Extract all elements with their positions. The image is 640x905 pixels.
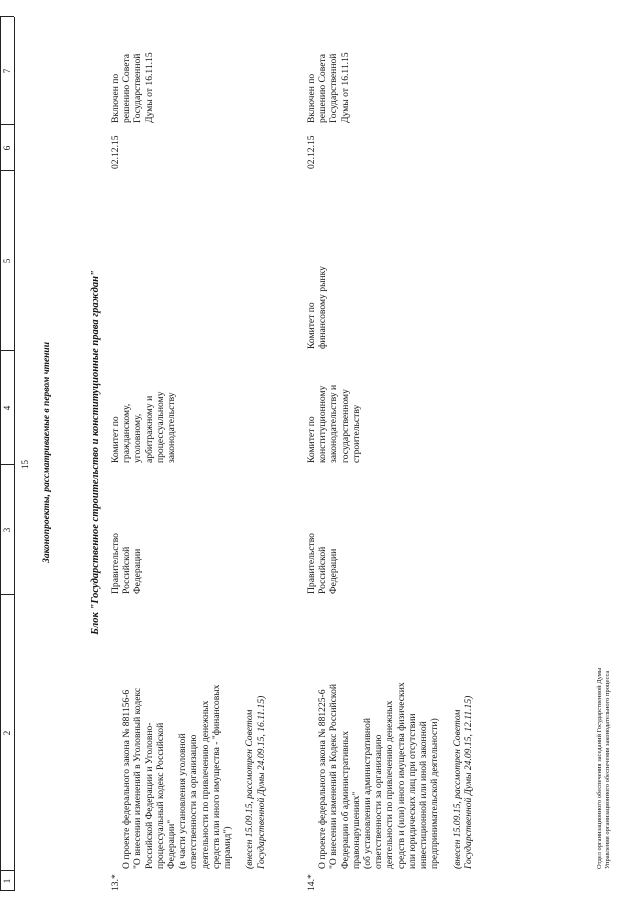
row-status: Включен по решению Совета Государственной Думы от 16.11.15 (110, 52, 155, 123)
row-note: (внесен 15.09.15, рассмотрен Советом Государственной Думы 24.09.15, 16.11.15) (244, 695, 267, 869)
section-title: Законопроекты, рассматриваемые в первом чтении (42, 342, 52, 564)
footer-line-2: Управления организационного обеспечения законодательного процесса (604, 670, 611, 869)
row-description: О проекте федерального закона № 881225-6 "О внесении изменений в Кодекс Российской Федерации об административных правонарушениях" (об установлении административной ответственности за организацию деятельности по привлечению денежных средств и (или) иного имущества физических или юридических лиц при отсутствии инвестиционной или иной законной предпринимательской деятельности) (внесен 15.09.15, рассмотрен Советом Государственной Думы 24.09.15, 12.11.15) (317, 682, 474, 869)
row-committee: Комитет по гражданскому, уголовному, арбитражному и процессуальному законодательству (110, 391, 178, 463)
header-col-2: 2 (2, 730, 12, 736)
header-col-1: 1 (2, 878, 12, 884)
row-status: Включен по решению Совета Государственной Думы от 16.11.15 (306, 52, 351, 123)
row-number: 14.* (306, 874, 317, 891)
row-date: 02.12.15 (306, 135, 317, 169)
row-number: 13.* (110, 874, 121, 891)
header-col-7: 7 (2, 68, 12, 74)
row-note: (внесен 15.09.15, рассмотрен Советом Государственной Думы 24.09.15, 12.11.15) (451, 695, 474, 869)
header-col-6: 6 (2, 145, 12, 151)
row-co-committee: Комитет по финансовому рынку (306, 266, 329, 349)
row-initiator: Правительство Российской Федерации (306, 533, 340, 594)
header-col-3: 3 (2, 527, 12, 533)
page-number: 15 (20, 460, 30, 469)
footer-line-1: Отдел организационного обеспечения заседаний Государственной Думы (596, 667, 603, 869)
header-top-border (0, 17, 1, 891)
row-date: 02.12.15 (110, 135, 121, 169)
block-title: Блок "Государственное строительство и конституционные права граждан" (90, 270, 101, 635)
row-committee: Комитет по конституционному законодательству и государственному строительству (306, 384, 362, 463)
header-bottom-border (14, 17, 15, 891)
header-col-5: 5 (2, 258, 12, 264)
row-initiator: Правительство Российской Федерации (110, 533, 144, 594)
header-col-4: 4 (2, 405, 12, 411)
row-description: О проекте федерального закона № 881156-6 "О внесении изменений в Уголовный кодекс Российской Федерации и Уголовно- процессуальный кодекс Российской Федерации" (в части установления уголовной ответственности за организацию деятельности по привлечению денежных средств или иного имущества - "финансовых пирамид") (внесен 15.09.15, рассмотрен Советом Государственной Думы 24.09.15, 16.11.15) (121, 684, 267, 869)
